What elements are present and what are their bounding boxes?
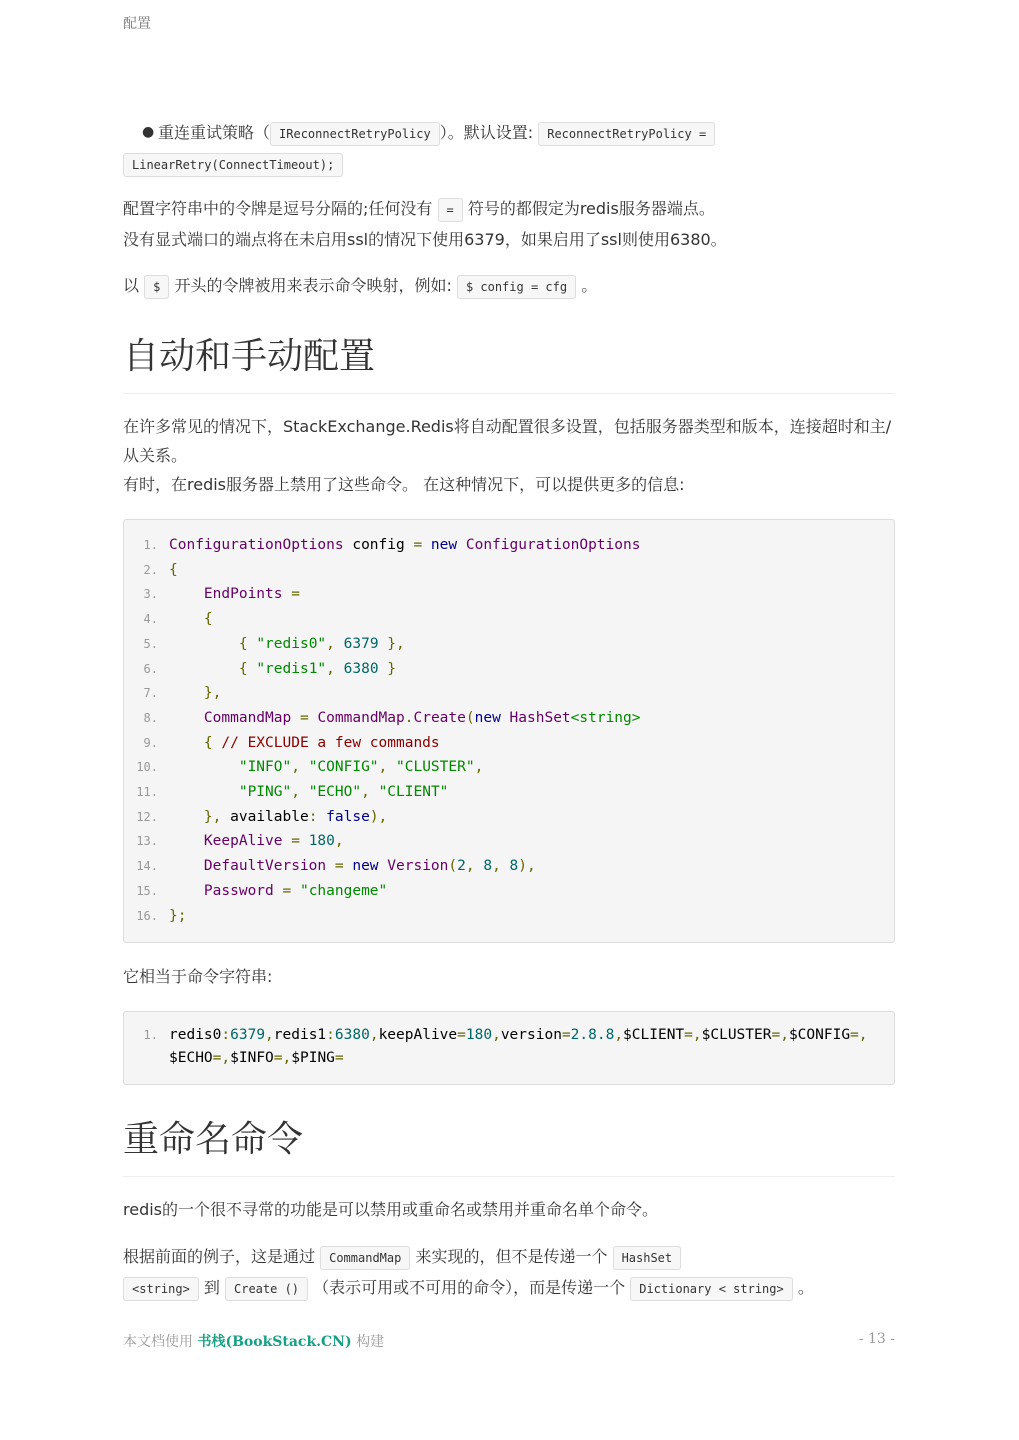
line-number: 1. <box>143 1028 158 1043</box>
code-dollar: $ <box>144 275 169 299</box>
line-number: 11. <box>136 785 158 800</box>
code-block-configuration <box>123 519 895 943</box>
paragraph-rename-feature: redis的一个很不寻常的功能是可以禁用或重命名或禁用并重命名单个命令。 <box>123 1200 659 1220</box>
code-line: 7. }, <box>124 681 894 706</box>
para3-line-2: 有时，在redis服务器上禁用了这些命令。 在这种情况下，可以提供更多的信息: <box>123 475 685 494</box>
para1-text-2: 符号的都假定为redis服务器端点。 <box>467 199 715 218</box>
code-line: 16. }; <box>124 904 894 929</box>
line-number: 12. <box>136 809 158 824</box>
line-number: 8. <box>143 710 158 725</box>
code-create: Create () <box>225 1277 308 1301</box>
code-line: 5. { "redis0", 6379 }, <box>124 632 894 657</box>
code-block-command-string <box>123 1011 895 1085</box>
code-line: 3. EndPoints = <box>124 582 894 607</box>
bullet-dot-icon: ● <box>142 124 155 140</box>
code-line: 6. { "redis1", 6380 } <box>124 657 894 682</box>
paragraph-tokens <box>123 194 895 254</box>
line-number: 5. <box>143 636 158 651</box>
line-number: 3. <box>143 587 158 602</box>
code-line: 9. { // EXCLUDE a few commands <box>124 731 894 756</box>
code-config-example: $ config = cfg <box>457 275 576 299</box>
para6-text-4: （表示可用或不可用的命令），而是传递一个 <box>313 1278 626 1298</box>
bullet-list <box>123 118 895 180</box>
code-line: 12. }, available: false), <box>124 805 894 830</box>
page-number: - 13 - <box>858 1331 895 1347</box>
line-number: 4. <box>143 612 158 627</box>
para6-text-2: 来实现的，但不是传递一个 <box>415 1247 608 1267</box>
line-number: 2. <box>143 562 158 577</box>
code-hashset-2: <string> <box>123 1277 199 1301</box>
code-line: 13. KeepAlive = 180, <box>124 829 894 854</box>
para1-line-2: 没有显式端口的端点将在未启用ssl的情况下使用6379，如果启用了ssl则使用6380。 <box>123 230 727 249</box>
code-line: 1. ConfigurationOptions config = new ConfigurationOptions <box>124 533 894 558</box>
para1-text-1: 配置字符串中的令牌是逗号分隔的;任何没有 <box>123 199 433 218</box>
paragraph-command-map <box>123 271 895 302</box>
code-retry-policy: IReconnectRetryPolicy <box>270 122 440 146</box>
para6-text-5: 。 <box>797 1278 814 1298</box>
line-number: 15. <box>136 883 158 898</box>
code-default-setting-2: LinearRetry(ConnectTimeout); <box>123 153 343 177</box>
line-number: 1. <box>143 538 158 552</box>
bullet-text-before: 重连重试策略（ <box>158 123 271 142</box>
line-number: 9. <box>143 735 158 750</box>
code-line: 15. Password = "changeme" <box>124 879 894 904</box>
line-number: 16. <box>136 908 158 923</box>
code-default-setting-1: ReconnectRetryPolicy = <box>538 122 715 146</box>
code-dictionary: Dictionary < string> <box>630 1277 793 1301</box>
code-hashset-1: HashSet <box>613 1246 682 1270</box>
para3-line-1: 在许多常见的情况下，StackExchange.Redis将自动配置很多设置，包括服务器类型和版本，连接超时和主/从关系。 <box>123 417 892 465</box>
code-line: 11. "PING", "ECHO", "CLIENT" <box>124 780 894 805</box>
paragraph-equivalent: 它相当于命令字符串: <box>123 967 273 987</box>
paragraph-commandmap-usage <box>123 1242 895 1304</box>
heading-rename-commands: 重命名命令 <box>123 1111 895 1177</box>
code-line: 2. { <box>124 558 894 583</box>
code-equals: = <box>438 198 463 222</box>
code-commandmap: CommandMap <box>320 1246 410 1270</box>
para6-text-1: 根据前面的例子，这是通过 <box>123 1247 316 1267</box>
code-line: 4. { <box>124 607 894 632</box>
line-number: 10. <box>136 760 158 775</box>
paragraph-auto-config <box>123 412 895 499</box>
line-number: 13. <box>136 834 158 849</box>
footer-credit <box>123 1331 384 1351</box>
bullet-text-middle: ）。默认设置: <box>439 123 534 142</box>
para2-text-3: 。 <box>581 276 598 295</box>
code-line: 1. redis0:6379,redis1:6380,keepAlive=180,version=2.8.8,$CLIENT=,$CLUSTER=,$CONFIG=, $ECHO=,$INFO=,$PING= <box>124 1024 894 1070</box>
line-number: 6. <box>143 661 158 676</box>
para2-text-2: 开头的令牌被用来表示命令映射，例如: <box>174 276 452 295</box>
code-line: 14. DefaultVersion = new Version(2, 8, 8), <box>124 854 894 879</box>
code-line: 8. CommandMap = CommandMap.Create(new HashSet<string> <box>124 706 894 731</box>
page-footer <box>123 1331 895 1351</box>
heading-auto-manual-config: 自动和手动配置 <box>123 328 895 394</box>
bookstack-link[interactable]: 书栈(BookStack.CN) <box>197 1334 352 1350</box>
document-content <box>123 118 895 1304</box>
para6-text-3: 到 <box>203 1278 220 1298</box>
line-number: 14. <box>136 859 158 874</box>
line-number: 7. <box>143 686 158 701</box>
footer-prefix: 本文档使用 <box>123 1334 193 1350</box>
list-item-retry-policy <box>123 118 895 180</box>
footer-suffix: 构建 <box>356 1334 385 1350</box>
code-line: 10. "INFO", "CONFIG", "CLUSTER", <box>124 755 894 780</box>
para2-text-1: 以 <box>123 276 140 295</box>
page-header-title: 配置 <box>123 16 151 32</box>
